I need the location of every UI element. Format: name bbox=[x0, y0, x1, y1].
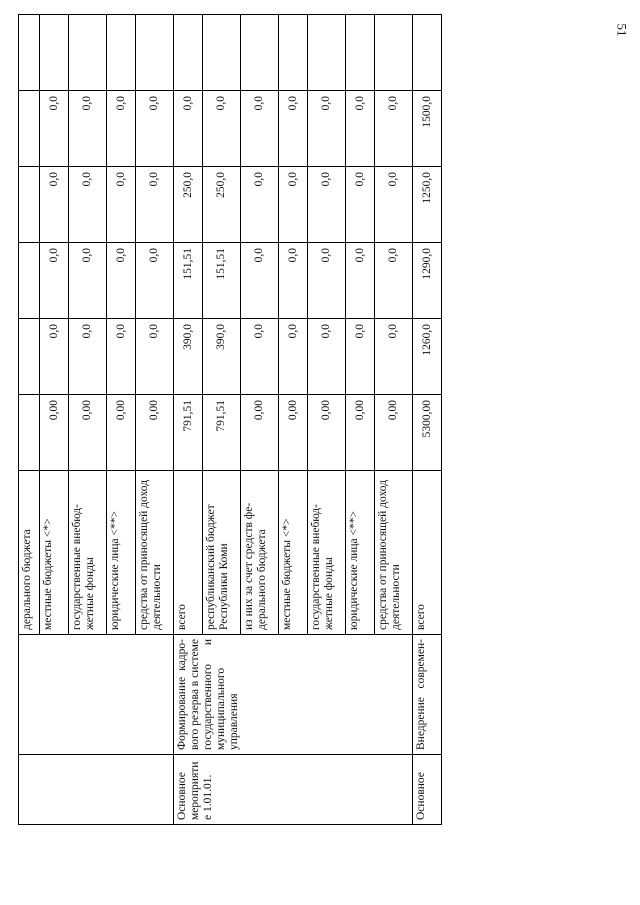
value-cell bbox=[346, 15, 375, 91]
value-cell: 0,0 bbox=[241, 91, 279, 167]
value-cell: 250,0 bbox=[174, 167, 203, 243]
value-cell: 0,0 bbox=[346, 91, 375, 167]
value-cell: 0,00 bbox=[69, 395, 107, 471]
value-cell: 0,00 bbox=[375, 395, 413, 471]
value-cell: 0,0 bbox=[69, 91, 107, 167]
value-cell: 0,0 bbox=[40, 319, 69, 395]
value-cell bbox=[279, 15, 308, 91]
source-cell: всего bbox=[174, 471, 203, 635]
value-cell bbox=[308, 15, 346, 91]
value-cell: 250,0 bbox=[203, 167, 241, 243]
table-row bbox=[19, 15, 40, 825]
value-cell bbox=[19, 91, 40, 167]
value-cell: 0,0 bbox=[40, 167, 69, 243]
value-cell: 0,0 bbox=[375, 319, 413, 395]
value-cell: 1290,0 bbox=[413, 243, 442, 319]
measure-name-cell: Внедрение современ- bbox=[413, 635, 442, 755]
value-cell: 0,0 bbox=[241, 167, 279, 243]
value-cell bbox=[40, 15, 69, 91]
source-cell: средства от приносящей доход деятельности bbox=[375, 471, 413, 635]
source-cell: юридические лица <**> bbox=[107, 471, 136, 635]
source-cell: дерального бюджета bbox=[19, 471, 40, 635]
value-cell: 0,0 bbox=[136, 91, 174, 167]
source-cell: юридические лица <**> bbox=[346, 471, 375, 635]
value-cell: 0,00 bbox=[241, 395, 279, 471]
value-cell: 0,0 bbox=[107, 91, 136, 167]
value-cell: 390,0 bbox=[174, 319, 203, 395]
value-cell: 0,0 bbox=[203, 91, 241, 167]
value-cell: 1260,0 bbox=[413, 319, 442, 395]
value-cell bbox=[19, 395, 40, 471]
value-cell bbox=[413, 15, 442, 91]
value-cell: 0,0 bbox=[375, 91, 413, 167]
value-cell: 0,0 bbox=[241, 319, 279, 395]
value-cell: 1250,0 bbox=[413, 167, 442, 243]
value-cell: 0,0 bbox=[346, 319, 375, 395]
value-cell: 151,51 bbox=[203, 243, 241, 319]
source-cell: местные бюджеты <*> bbox=[40, 471, 69, 635]
value-cell: 0,0 bbox=[107, 319, 136, 395]
source-cell: всего bbox=[413, 471, 442, 635]
value-cell bbox=[69, 15, 107, 91]
value-cell: 0,0 bbox=[136, 167, 174, 243]
value-cell: 0,0 bbox=[308, 91, 346, 167]
value-cell: 0,0 bbox=[40, 91, 69, 167]
value-cell bbox=[19, 167, 40, 243]
table-row bbox=[413, 15, 442, 825]
measure-name-cell: Формирование кадро-вого резерва в системе государственного и муниципального управления bbox=[174, 635, 413, 755]
value-cell: 0,0 bbox=[40, 243, 69, 319]
value-cell: 0,0 bbox=[346, 243, 375, 319]
value-cell: 0,0 bbox=[69, 167, 107, 243]
source-cell: государственные внебюд-жетные фонды bbox=[308, 471, 346, 635]
source-cell: государственные внебюд-жетные фонды bbox=[69, 471, 107, 635]
value-cell: 0,0 bbox=[69, 243, 107, 319]
value-cell: 0,0 bbox=[375, 167, 413, 243]
source-cell: республиканский бюджет Республики Коми bbox=[203, 471, 241, 635]
value-cell: 5300,00 bbox=[413, 395, 442, 471]
value-cell: 0,0 bbox=[136, 319, 174, 395]
value-cell bbox=[19, 15, 40, 91]
measure-kind-cell: Основное мероприятие 1.01.01. bbox=[174, 755, 413, 825]
value-cell: 151,51 bbox=[174, 243, 203, 319]
value-cell: 0,0 bbox=[136, 243, 174, 319]
value-cell bbox=[203, 15, 241, 91]
value-cell: 0,0 bbox=[308, 243, 346, 319]
value-cell: 0,0 bbox=[279, 91, 308, 167]
budget-table bbox=[18, 14, 442, 825]
value-cell: 0,0 bbox=[107, 243, 136, 319]
value-cell: 0,0 bbox=[279, 167, 308, 243]
value-cell bbox=[19, 319, 40, 395]
value-cell bbox=[174, 15, 203, 91]
value-cell: 0,00 bbox=[308, 395, 346, 471]
value-cell: 0,0 bbox=[241, 243, 279, 319]
value-cell: 0,00 bbox=[279, 395, 308, 471]
value-cell: 0,0 bbox=[279, 243, 308, 319]
source-cell: из них за счет средств фе-дерального бюджета bbox=[241, 471, 279, 635]
value-cell: 0,00 bbox=[136, 395, 174, 471]
value-cell: 0,0 bbox=[107, 167, 136, 243]
value-cell: 0,0 bbox=[308, 167, 346, 243]
value-cell: 0,00 bbox=[107, 395, 136, 471]
source-cell: средства от приносящей доход деятельности bbox=[136, 471, 174, 635]
table-row bbox=[174, 15, 203, 825]
value-cell: 0,0 bbox=[69, 319, 107, 395]
value-cell: 0,00 bbox=[40, 395, 69, 471]
source-cell: местные бюджеты <*> bbox=[279, 471, 308, 635]
value-cell: 0,0 bbox=[279, 319, 308, 395]
value-cell bbox=[136, 15, 174, 91]
value-cell: 0,0 bbox=[308, 319, 346, 395]
value-cell bbox=[107, 15, 136, 91]
value-cell: 791,51 bbox=[203, 395, 241, 471]
value-cell: 390,0 bbox=[203, 319, 241, 395]
value-cell bbox=[241, 15, 279, 91]
value-cell: 0,00 bbox=[346, 395, 375, 471]
page-number: 51 bbox=[614, 23, 630, 37]
value-cell: 0,0 bbox=[346, 167, 375, 243]
value-cell: 791,51 bbox=[174, 395, 203, 471]
measure-name-cell bbox=[19, 635, 174, 755]
value-cell: 1500,0 bbox=[413, 91, 442, 167]
value-cell bbox=[375, 15, 413, 91]
value-cell bbox=[19, 243, 40, 319]
value-cell: 0,0 bbox=[375, 243, 413, 319]
value-cell: 0,0 bbox=[174, 91, 203, 167]
measure-kind-cell bbox=[19, 755, 174, 825]
measure-kind-cell: Основное bbox=[413, 755, 442, 825]
